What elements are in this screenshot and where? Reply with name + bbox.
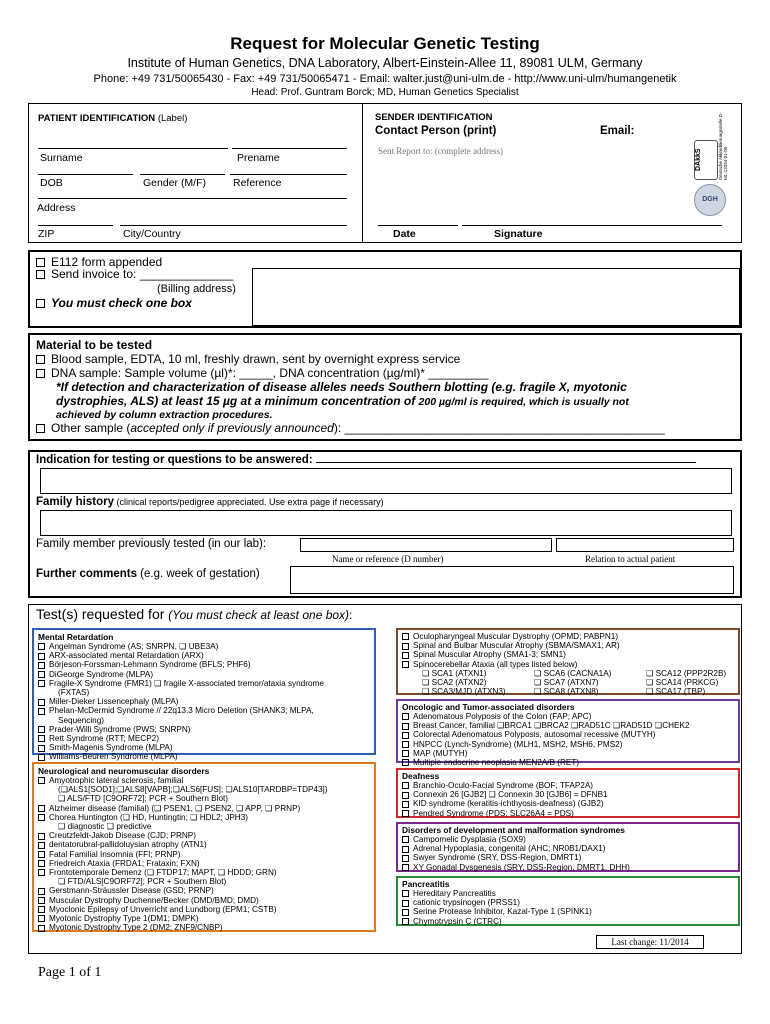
pancreatitis-section [396, 876, 740, 926]
date-line[interactable] [378, 225, 458, 226]
neuro-item[interactable]: Creutzfeldt-Jakob Disease (CJD; PRNP) [38, 831, 370, 840]
deafness-item[interactable]: Pendred Syndrome (PDS; SLC26A4 = PDS) [402, 809, 734, 818]
southern-note-1: *If detection and characterization of disease alleles needs Southern blotting (e.g. fragile X, myotonic [56, 380, 627, 394]
family-history-label: Family history (clinical reports/pedigree appreciated. Use extra page if necessary) [36, 496, 384, 508]
further-comments-input[interactable] [290, 566, 734, 594]
email-label: Email: [600, 125, 635, 137]
invoice-label: Send invoice to: ______________ [51, 267, 234, 281]
patient-heading: PATIENT IDENTIFICATION (Label) [38, 113, 188, 124]
mental-item[interactable]: Angelman Syndrome (AS; SNRPN, ❑ UBE3A) [38, 642, 370, 651]
neuro-item-cont[interactable]: ❑ FTD/ALS[C9ORF72]; PCR + Southern Blot) [58, 877, 227, 887]
relation-caption: Relation to actual patient [585, 554, 676, 564]
development-item[interactable]: XY Gonadal Dysgenesis (SRY, DSS-Region, DMRT1, DHH) [402, 863, 734, 872]
deafness-item[interactable]: Connexin 26 [GJB2] ❑ Connexin 30 [GJB6] = DFNB1 [402, 790, 734, 799]
neuro-item-cont[interactable]: ❑ diagnostic ❑ predictive [58, 822, 152, 832]
zip-label: ZIP [38, 228, 55, 240]
last-change-box: Last change: 11/2014 [596, 935, 704, 949]
neuro-heading: Neurological and neuromuscular disorders [38, 766, 210, 776]
sender-heading: SENDER IDENTIFICATION [375, 112, 493, 123]
ataxia-item[interactable]: Spinal Muscular Atrophy (SMA1-3; SMN1) [402, 650, 734, 659]
mental-section [32, 628, 376, 762]
must-check-checkbox[interactable] [36, 299, 45, 308]
development-heading: Disorders of development and malformation syndromes [402, 825, 625, 835]
dna-row[interactable] [36, 366, 488, 380]
material-heading: Material to be tested [36, 338, 153, 352]
zip-line[interactable] [38, 225, 113, 226]
identification-divider [362, 103, 363, 243]
accreditation-text: Deutsche Akkreditierungsstelle D-ML-13294-01-00 [718, 112, 728, 180]
neuro-item[interactable]: Chorea Huntington (❑ HD, Huntingtin; ❑ HDL2; JPH3) [38, 813, 370, 822]
mental-item-cont: (FXTAS) [58, 688, 90, 698]
southern-note-3: achieved by column extraction procedures. [56, 409, 273, 421]
billing-address-box[interactable] [252, 268, 740, 326]
mental-item[interactable]: Rett Syndrome (RTT; MECP2) [38, 734, 370, 743]
development-section [396, 822, 740, 872]
ataxia-item[interactable]: Spinocerebellar Ataxia (all types listed below) [402, 660, 734, 669]
ataxia-item[interactable]: Oculopharyngeal Muscular Dystrophy (OPMD; PABPN1) [402, 632, 734, 641]
blood-label: Blood sample, EDTA, 10 ml, freshly drawn, sent by overnight express service [51, 352, 461, 366]
neuro-item-cont[interactable]: (❑ALS1[SOD1];❑ALS8[VAPB];❑ALS6[FUS]; ❑ALS10[TARDBP=TDP43]) [58, 785, 328, 795]
e112-label: E112 form appended [51, 255, 163, 269]
neuro-item[interactable]: Myotonic Dystrophy Type 1(DM1; DMPK) [38, 914, 370, 923]
neuro-item[interactable]: Myotonic Dystrophy Type 2 (DM2; ZNF9/CNBP) [38, 923, 370, 932]
neuro-item[interactable]: Muscular Dystrophy Duchenne/Becker (DMD/BMD; DMD) [38, 896, 370, 905]
neuro-item[interactable]: Friedreich Ataxia (FRDA1; Frataxin; FXN) [38, 859, 370, 868]
development-item[interactable]: Campomelic Dysplasia (SOX9) [402, 835, 734, 844]
mental-item[interactable]: Phelan-McDermid Syndrome // 22q13.3 Micro Deletion (SHANK3; MLPA, [38, 706, 370, 715]
invoice-checkbox[interactable] [36, 270, 45, 279]
mental-item[interactable]: Prader-Willi Syndrome (PWS; SNRPN) [38, 725, 370, 734]
pancreatitis-item[interactable]: Serine Protease Inhibitor, Kazal-Type 1 (SPINK1) [402, 907, 734, 916]
dna-label: DNA sample: Sample volume (µl)*: _____, DNA concentration (µg/ml)* _________ [51, 366, 489, 380]
neuro-item[interactable]: Frontotemporale Demenz (❑ FTDP17; MAPT, ❑ HDDD; GRN) [38, 868, 370, 877]
prename-line[interactable] [232, 148, 347, 149]
neuro-item[interactable]: Alzheimer disease (familial) (❑ PSEN1, ❑ PSEN2, ❑ APP, ❑ PRNP) [38, 804, 370, 813]
deafness-section [396, 768, 740, 818]
development-item[interactable]: Adrenal Hypoplasia, congenital (AHC; NR0B1/DAX1) [402, 844, 734, 853]
neuro-item[interactable]: dentatorubral-pallidoluysian atrophy (ATN1) [38, 840, 370, 849]
signature-line[interactable] [462, 225, 722, 226]
mental-item[interactable]: Williams-Beuren Syndrome (MLPA) [38, 752, 370, 761]
member-name-input[interactable] [300, 538, 552, 552]
gender-label: Gender (M/F) [143, 177, 207, 189]
surname-label: Surname [40, 152, 83, 164]
ataxia-section [396, 628, 740, 695]
page-number: Page 1 of 1 [38, 965, 102, 980]
pancreatitis-item[interactable]: Chymotrypsin C (CTRC) [402, 917, 734, 926]
mental-heading: Mental Retardation [38, 632, 114, 642]
invoice-row[interactable] [36, 267, 233, 281]
head-line: Head: Prof. Guntram Borck; MD, Human Genetics Specialist [251, 87, 519, 98]
reference-line[interactable] [230, 174, 347, 175]
oncologic-heading: Oncologic and Tumor-associated disorders [402, 702, 575, 712]
oncologic-section [396, 699, 740, 768]
southern-note-2: dystrophies, ALS) at least 15 µg at a minimum concentration of 200 µg/ml is required, which is usually not [56, 394, 629, 408]
oncologic-item[interactable]: Breast Cancer, familial ❑BRCA1 ❑BRCA2 ❑RAD51C ❑RAD51D ❑CHEK2 [402, 721, 734, 730]
address-line[interactable] [38, 198, 347, 199]
pancreatitis-item[interactable]: cationic trypsinogen (PRSS1) [402, 898, 734, 907]
institute-line: Institute of Human Genetics, DNA Laboratory, Albert-Einstein-Allee 11, 89081 ULM, Germany [127, 56, 643, 70]
further-comments-label: Further comments (e.g. week of gestation) [36, 568, 260, 580]
neuro-item-cont[interactable]: ❑ ALS/FTD [C9ORF72]; PCR + Southern Blot) [58, 794, 229, 804]
member-relation-input[interactable] [556, 538, 734, 552]
sca-row[interactable]: ❑ SCA1 (ATXN1) ❑ SCA6 (CACNA1A) ❑ SCA12 (PPP2R2B) [422, 668, 727, 678]
e112-checkbox[interactable] [36, 258, 45, 267]
mental-item[interactable]: Smith-Magenis Syndrome (MLPA) [38, 743, 370, 752]
blood-row[interactable] [36, 352, 460, 366]
oncologic-item[interactable]: Colorectal Adenomatous Polyposis, autosomal recessive (MUTYH) [402, 730, 734, 739]
dob-line[interactable] [38, 174, 133, 175]
family-history-input[interactable] [40, 510, 732, 536]
dakks-logo: DAkkS [694, 140, 718, 180]
indication-label: Indication for testing or questions to be answered: [36, 454, 696, 466]
date-label: Date [393, 228, 416, 240]
dna-checkbox[interactable] [36, 369, 45, 378]
name-ref-caption: Name or reference (D number) [332, 554, 444, 564]
deafness-item[interactable]: KID syndrome (keratitis-ichthyosis-deafness) (GJB2) [402, 799, 734, 808]
mental-item-cont: Sequencing) [58, 715, 104, 725]
must-check-row [36, 296, 192, 310]
oncologic-item[interactable]: MAP (MUTYH) [402, 749, 734, 758]
seal-icon: DGH [694, 184, 726, 216]
city-label: City/Country [123, 228, 181, 240]
billing-address-label: (Billing address) [157, 283, 236, 295]
neuro-item[interactable]: Myoclonic Epilepsy of Unverricht and Lundborg (EPM1; CSTB) [38, 905, 370, 914]
prename-label: Prename [237, 152, 280, 164]
other-sample-checkbox[interactable] [36, 424, 45, 433]
contact-person-label: Contact Person (print) [375, 125, 497, 137]
oncologic-item[interactable]: HNPCC (Lynch-Syndrome) (MLH1, MSH2, MSH6, PMS2) [402, 740, 734, 749]
mental-item[interactable]: ARX-associated mental Retardation (ARX) [38, 651, 370, 660]
neuro-item[interactable]: Fatal Familial Insomnia (FFI; PRNP) [38, 850, 370, 859]
deafness-heading: Deafness [402, 771, 440, 781]
city-line[interactable] [120, 225, 347, 226]
pancreatitis-item[interactable]: Hereditary Pancreatitis [402, 889, 734, 898]
mental-item[interactable]: DiGeorge Syndrome (MLPA) [38, 670, 370, 679]
reference-label: Reference [233, 177, 282, 189]
address-label: Address [37, 202, 76, 214]
deafness-item[interactable]: Branchio-Oculo-Facial Syndrome (BOF; TFAP2A) [402, 781, 734, 790]
indication-input[interactable] [40, 468, 732, 494]
sent-report-label: Sent Report to: (complete address) [378, 146, 503, 156]
other-sample-row[interactable]: Other sample (accepted only if previously announced): ________________________________________________ [36, 421, 665, 435]
sca-row[interactable]: ❑ SCA2 (ATXN2) ❑ SCA7 (ATXN7) ❑ SCA14 (PRKCG) [422, 678, 719, 688]
mental-item[interactable]: Fragile-X Syndrome (FMR1) ❑ fragile X-associated tremor/ataxia syndrome [38, 679, 370, 688]
oncologic-item[interactable]: Multiple endocrine neoplasia MEN2A/B (RET) [402, 758, 734, 767]
surname-line[interactable] [38, 148, 228, 149]
mental-item[interactable]: Miller-Dieker Lissencephaly (MLPA) [38, 697, 370, 706]
neuro-item[interactable]: Amyotrophic lateral sclerosis, familial [38, 776, 370, 785]
neuro-item[interactable]: Gerstmann-Sträussler Disease (GSD; PRNP) [38, 886, 370, 895]
identification-box [28, 103, 742, 243]
page-title: Request for Molecular Genetic Testing [230, 34, 540, 53]
blood-checkbox[interactable] [36, 355, 45, 364]
signature-label: Signature [494, 228, 543, 240]
ataxia-item[interactable]: Spinal and Bulbar Muscular Atrophy (SBMA/SMAX1; AR) [402, 641, 734, 650]
tests-heading: Test(s) requested for (You must check at least one box): [36, 606, 353, 622]
must-check-label: You must check one box [51, 296, 192, 310]
dob-label: DOB [40, 177, 63, 189]
contact-line: Phone: +49 731/50065430 - Fax: +49 731/50065471 - Email: walter.just@uni-ulm.de - http://www.uni-ulm/humangenetik [93, 73, 677, 85]
development-item[interactable]: Swyer Syndrome (SRY, DSS-Region, DMRT1) [402, 853, 734, 862]
gender-line[interactable] [140, 174, 225, 175]
oncologic-item[interactable]: Adenomatous Polyposis of the Colon (FAP; APC) [402, 712, 734, 721]
mental-item[interactable]: Börjeson-Forssman-Lehmann Syndrome (BFLS; PHF6) [38, 660, 370, 669]
member-tested-label: Family member previously tested (in our lab): [36, 538, 267, 550]
sca-row[interactable]: ❑ SCA3/MJD (ATXN3) ❑ SCA8 (ATXN8) ❑ SCA17 (TBP) [422, 687, 706, 697]
neuro-section [32, 762, 376, 932]
pancreatitis-heading: Pancreatitis [402, 879, 450, 889]
